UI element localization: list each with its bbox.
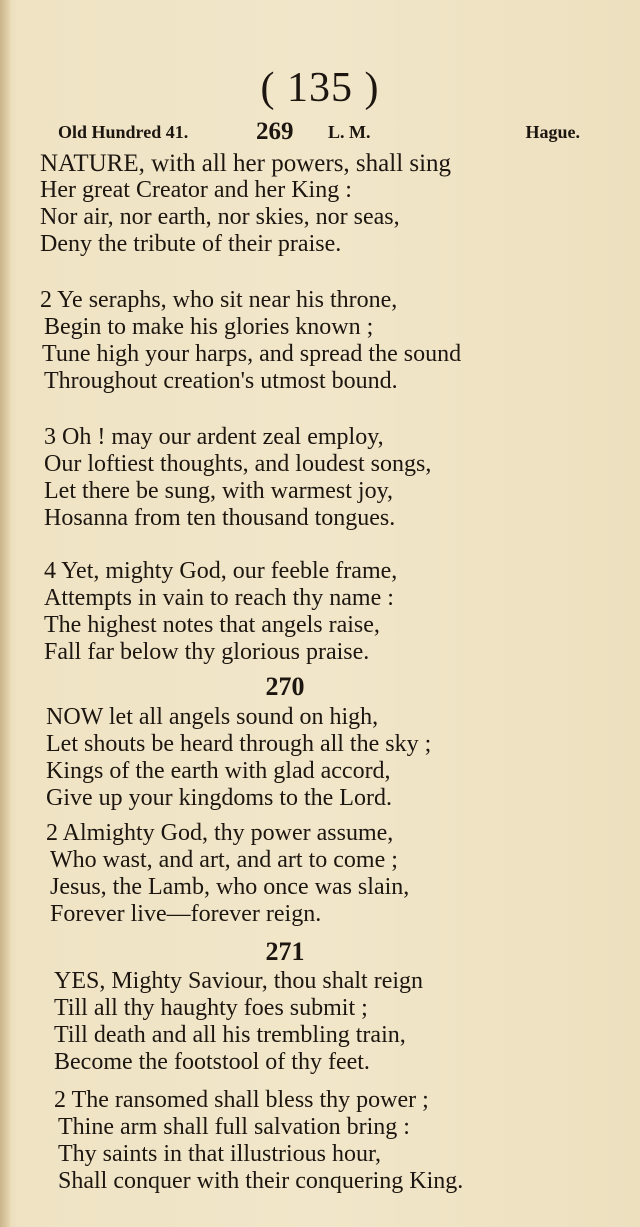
verse-line: Attempts in vain to reach thy name : (44, 585, 394, 611)
verse-line: Fall far below thy glorious praise. (44, 639, 370, 665)
verse-line: Let shouts be heard through all the sky ; (46, 731, 432, 757)
hymn-270-verse-1 (46, 704, 640, 812)
verse-line: Her great Creator and her King : (40, 177, 352, 203)
verse-line: 2 Ye seraphs, who sit near his throne, (40, 287, 398, 313)
verse-line: Hosanna from ten thousand tongues. (44, 505, 396, 531)
verse-line: 4 Yet, mighty God, our feeble frame, (44, 558, 398, 584)
tune-name-left: Old Hundred 41. (58, 122, 189, 142)
page-number: ( 135 ) (260, 65, 380, 111)
verse-line: NATURE, with all her powers, shall sing (40, 150, 452, 177)
verse-line: The highest notes that angels raise, (44, 612, 380, 638)
verse-line: Forever live—forever reign. (50, 901, 322, 927)
verse-line: 3 Oh ! may our ardent zeal employ, (44, 424, 384, 450)
hymn-271-verse-2 (54, 1087, 640, 1195)
page-spine-shadow (0, 0, 10, 1227)
hymn-number-269: 269 (256, 118, 294, 145)
verse-line: Deny the tribute of their praise. (40, 231, 342, 257)
hymn-number-271: 271 (265, 937, 305, 966)
verse-line: NOW let all angels sound on high, (46, 704, 379, 730)
verse-line: Kings of the earth with glad accord, (46, 758, 391, 784)
verse-line: Nor air, nor earth, nor skies, nor seas, (40, 204, 400, 230)
hymn-header-row (58, 118, 580, 146)
verse-line: Till all thy haughty foes submit ; (54, 995, 368, 1021)
hymn-269-verse-4 (44, 558, 640, 666)
hymn-269-verse-1 (40, 150, 640, 258)
verse-line: Till death and all his trembling train, (54, 1022, 406, 1048)
verse-line: Jesus, the Lamb, who once was slain, (50, 874, 410, 900)
hymn-269-verse-3 (44, 424, 640, 532)
verse-line: Thy saints in that illustrious hour, (58, 1141, 382, 1167)
verse-line: Let there be sung, with warmest joy, (44, 478, 394, 504)
hymn-271-verse-1 (54, 968, 640, 1076)
verse-line: 2 Almighty God, thy power assume, (46, 820, 394, 846)
meter-label: L. M. (328, 122, 371, 142)
verse-line: YES, Mighty Saviour, thou shalt reign (54, 968, 424, 994)
hymn-269-verse-2 (40, 287, 640, 395)
verse-line: Throughout creation's utmost bound. (44, 368, 398, 394)
verse-line: Become the footstool of thy feet. (54, 1049, 370, 1075)
hymn-270-verse-2 (46, 820, 640, 928)
tune-name-right: Hague. (525, 122, 580, 142)
verse-line: Who wast, and art, and art to come ; (50, 847, 398, 873)
verse-line: Begin to make his glories known ; (44, 314, 374, 340)
verse-line: Shall conquer with their conquering King. (58, 1168, 464, 1194)
verse-line: Give up your kingdoms to the Lord. (46, 785, 392, 811)
verse-line: 2 The ransomed shall bless thy power ; (54, 1087, 429, 1113)
verse-line: Our loftiest thoughts, and loudest songs, (44, 451, 432, 477)
verse-line: Thine arm shall full salvation bring : (58, 1114, 410, 1140)
verse-line: Tune high your harps, and spread the sound (42, 341, 462, 367)
hymn-number-270: 270 (265, 672, 305, 701)
